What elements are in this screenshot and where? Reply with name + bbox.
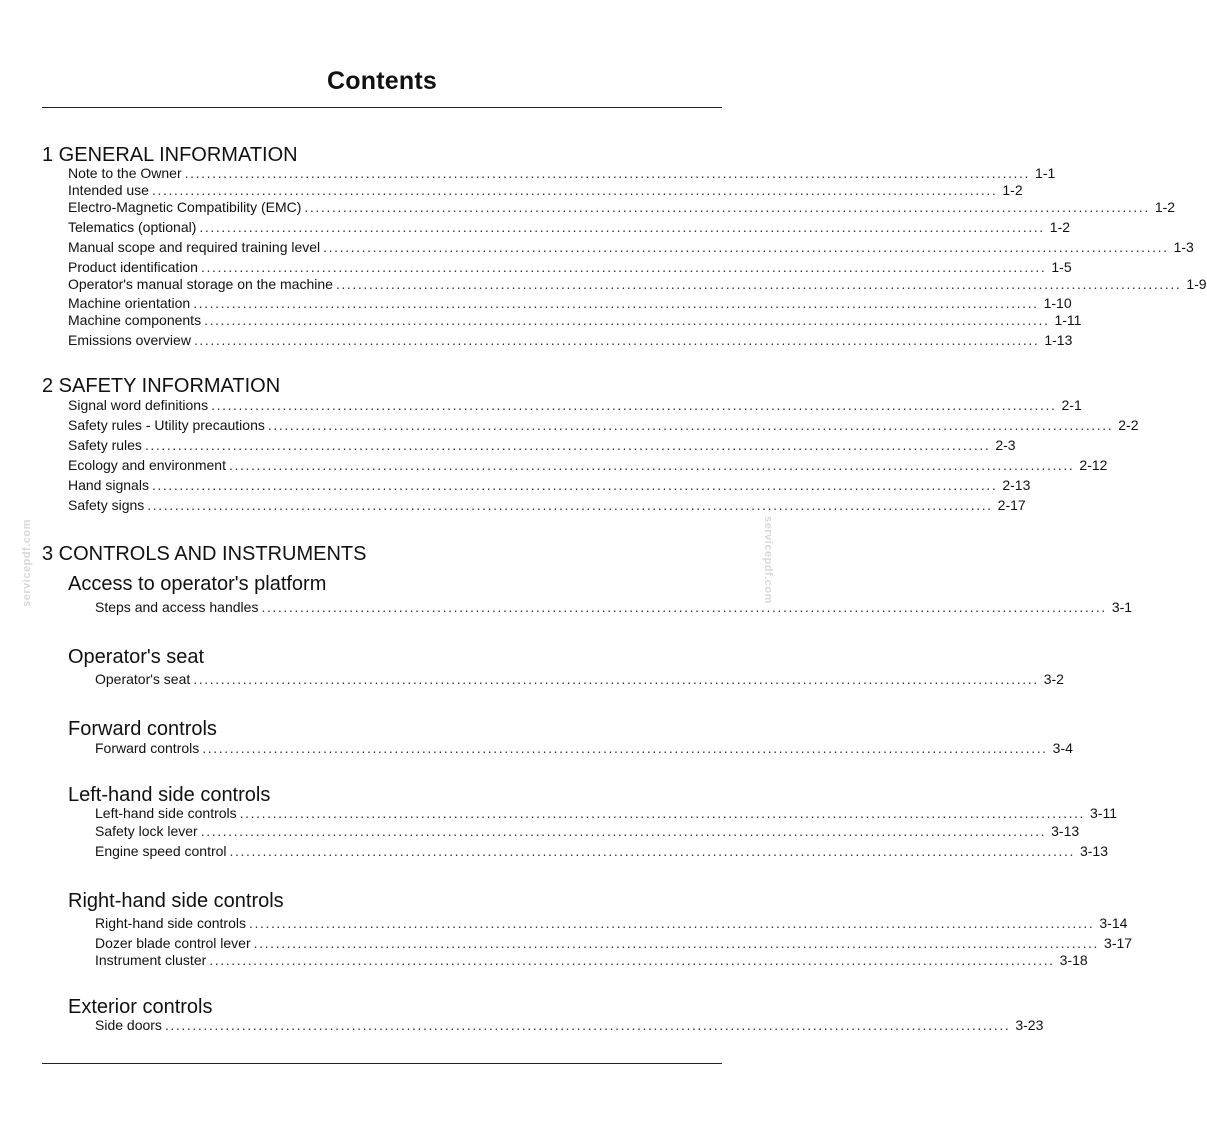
section-heading: Operator's seat bbox=[68, 646, 205, 668]
toc-entry[interactable]: Safety rules - Utility precautions .......................................................................................................................................................... 2-2 bbox=[68, 417, 1139, 433]
toc-entry[interactable]: Side doors .......................................................................................................................................................... 3-23 bbox=[95, 1017, 1044, 1033]
watermark-left: servicepdf.com bbox=[21, 519, 33, 607]
toc-entry[interactable]: Telematics (optional) .......................................................................................................................................................... 1-2 bbox=[68, 219, 1071, 235]
toc-entry[interactable]: Signal word definitions .......................................................................................................................................................... 2-1 bbox=[68, 397, 1082, 413]
section-heading: Right-hand side controls bbox=[68, 890, 284, 912]
toc-entry[interactable]: Instrument cluster .......................................................................................................................................................... 3-18 bbox=[95, 952, 1088, 968]
chapter-heading: 2 SAFETY INFORMATION bbox=[42, 375, 281, 397]
toc-entry[interactable]: Safety lock lever .......................................................................................................................................................... 3-13 bbox=[95, 823, 1080, 839]
toc-entry[interactable]: Forward controls .......................................................................................................................................................... 3-4 bbox=[95, 740, 1073, 756]
toc-entry[interactable]: Ecology and environment .......................................................................................................................................................... 2-12 bbox=[68, 457, 1108, 473]
toc-entry[interactable]: Dozer blade control lever .......................................................................................................................................................... 3-17 bbox=[95, 935, 1133, 951]
toc-entry[interactable]: Right-hand side controls .......................................................................................................................................................... 3-14 bbox=[95, 915, 1128, 931]
toc-entry[interactable]: Manual scope and required training level .......................................................................................................................................................... 1-3 bbox=[68, 239, 1194, 255]
toc-entry[interactable]: Safety signs .......................................................................................................................................................... 2-17 bbox=[68, 497, 1026, 513]
toc-entry[interactable]: Steps and access handles .......................................................................................................................................................... 3-1 bbox=[95, 599, 1133, 615]
section-heading: Forward controls bbox=[68, 718, 217, 740]
toc-entry[interactable]: Hand signals .......................................................................................................................................................... 2-13 bbox=[68, 477, 1031, 493]
section-heading: Exterior controls bbox=[68, 996, 213, 1018]
page-title: Contents bbox=[327, 67, 437, 95]
top-divider bbox=[42, 107, 722, 108]
toc-entry[interactable]: Operator's manual storage on the machine .......................................................................................................................................................... 1-9 bbox=[68, 276, 1207, 292]
toc-entry[interactable]: Product identification .......................................................................................................................................................... 1-5 bbox=[68, 259, 1072, 275]
bottom-divider bbox=[42, 1063, 722, 1064]
chapter-heading: 3 CONTROLS AND INSTRUMENTS bbox=[42, 543, 367, 565]
toc-entry[interactable]: Electro-Magnetic Compatibility (EMC) .......................................................................................................................................................... 1-2 bbox=[68, 199, 1176, 215]
toc-entry[interactable]: Engine speed control .......................................................................................................................................................... 3-13 bbox=[95, 843, 1108, 859]
toc-entry[interactable]: Emissions overview .......................................................................................................................................................... 1-13 bbox=[68, 332, 1073, 348]
section-heading: Left-hand side controls bbox=[68, 784, 271, 806]
chapter-heading: 1 GENERAL INFORMATION bbox=[42, 144, 298, 166]
watermark-right: servicepdf.com bbox=[762, 516, 774, 604]
toc-entry[interactable]: Machine components .......................................................................................................................................................... 1-11 bbox=[68, 312, 1082, 328]
toc-entry[interactable]: Intended use .......................................................................................................................................................... 1-2 bbox=[68, 182, 1023, 198]
toc-entry[interactable]: Machine orientation .......................................................................................................................................................... 1-10 bbox=[68, 295, 1072, 311]
section-heading: Access to operator's platform bbox=[68, 573, 327, 595]
toc-entry[interactable]: Safety rules .......................................................................................................................................................... 2-3 bbox=[68, 437, 1016, 453]
toc-entry[interactable]: Left-hand side controls .......................................................................................................................................................... 3-11 bbox=[95, 805, 1118, 821]
toc-entry[interactable]: Operator's seat .......................................................................................................................................................... 3-2 bbox=[95, 671, 1064, 687]
toc-entry[interactable]: Note to the Owner .......................................................................................................................................................... 1-1 bbox=[68, 165, 1056, 181]
